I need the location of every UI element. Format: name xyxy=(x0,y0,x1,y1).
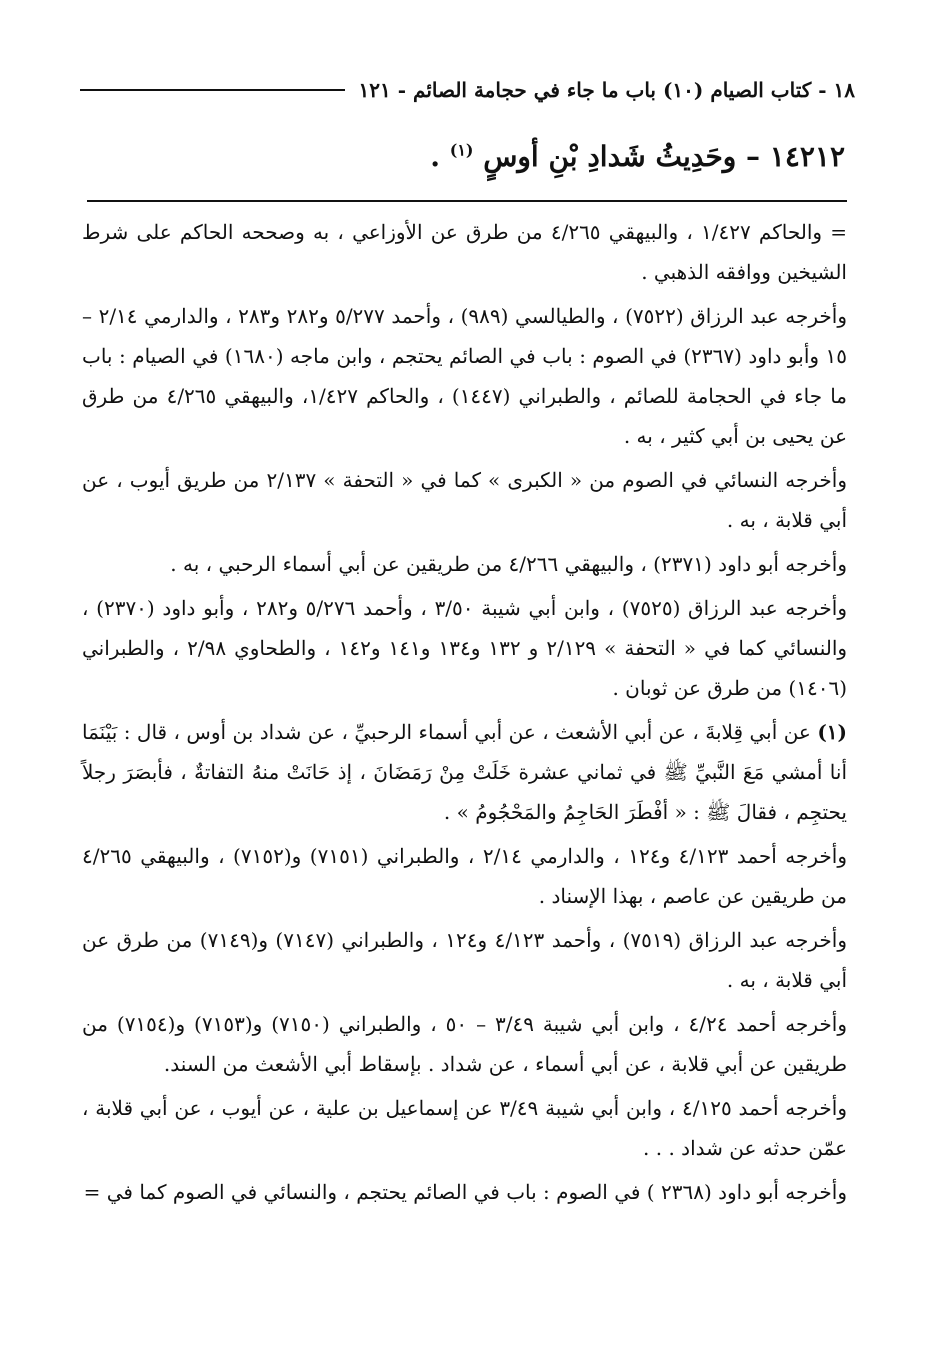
header-separator: - xyxy=(390,78,414,102)
note-paragraph: وأخرجه أبو داود (٢٣٧١) ، والبيهقي ٤/٢٦٦ من طريقين عن أبي أسماء الرحبي ، به . xyxy=(170,552,847,576)
note-paragraph: وأخرجه عبد الرزاق (٧٥٢٥) ، وابن أبي شيبة ٣/٥٠ ، وأحمد ٥/٢٧٦ و٢٨٢ ، وأبو داود (٢٣٧٠) ، والنسائي كما في « التحفة » ٢/١٢٩ و ١٣٢ و١٣٤ و١٤١ و١٤٢ ، والطحاوي ٢/٩٨ ، والطبراني (١٤٠٦) من طرق عن ثوبان . xyxy=(82,596,848,700)
note-paragraph: وأخرجه أحمد ٤/١٢٥ ، وابن أبي شيبة ٣/٤٩ عن إسماعيل بن علية ، عن أيوب ، عن أبي قلابة ، عمّن حدثه عن شداد . . . xyxy=(82,1096,847,1160)
note-paragraph: وأخرجه عبد الرزاق (٧٥٢٢) ، والطيالسي (٩٨٩) ، وأحمد ٥/٢٧٧ و٢٨٢ و٢٨٣ ، والدارمي ٢/١٤ – ١٥ وأبو داود (٢٣٦٧) في الصوم : باب في الصائم يحتجم ، وابن ماجه (١٦٨٠) في الصيام : باب ما جاء في الحجامة للصائم ، والطبراني (١٤٤٧) ، والحاكم ١/٤٢٧، والبيهقي ٤/٢٦٥ من طرق عن يحيى بن أبي كثير ، به . xyxy=(82,304,848,448)
note-paragraph: وأخرجه أحمد ٤/١٢٣ و١٢٤ ، والدارمي ٢/١٤ ، والطبراني (٧١٥١) و(٧١٥٢) ، والبيهقي ٤/٢٦٥ من طريقين عن عاصم ، بهذا الإسناد . xyxy=(82,844,847,908)
footnote-1 xyxy=(82,712,847,832)
note-paragraph: وأخرجه أبو داود (٢٣٦٨ ) في الصوم : باب في الصائم يحتجم ، والنسائي في الصوم كما في = xyxy=(83,1180,847,1204)
hadith-end: . xyxy=(430,140,440,173)
page-number: ١٢١ xyxy=(358,78,391,102)
header-title: ١٨ - كتاب الصيام (١٠) باب ما جاء في حجامة الصائم xyxy=(413,78,855,102)
note-paragraph: وأخرجه عبد الرزاق (٧٥١٩) ، وأحمد ٤/١٢٣ و١٢٤ ، والطبراني (٧١٤٧) و(٧١٤٩) من طرق عن أبي قلابة ، به . xyxy=(82,928,847,992)
hadith-text: ١٤٢١٢ – وحَدِيثُ شَدادِ بْنِ أوسٍ xyxy=(483,140,845,173)
hadith-entry xyxy=(430,140,845,173)
footnote-reference: (١) xyxy=(449,140,474,160)
footnotes-block xyxy=(82,212,847,1216)
footnote-mark: (١) xyxy=(817,720,848,744)
note-paragraph: وأخرجه أحمد ٤/٢٤ ، وابن أبي شيبة ٣/٤٩ – ٥٠ ، والطبراني (٧١٥٠) و(٧١٥٣) و(٧١٥٤) من طريقين عن أبي قلابة ، عن أبي أسماء ، عن شداد . بإسقاط أبي الأشعث من السند. xyxy=(82,1012,847,1076)
note-paragraph: وأخرجه النسائي في الصوم من « الكبرى » كما في « التحفة » ٢/١٣٧ من طريق أيوب ، عن أبي قلابة ، به . xyxy=(82,468,847,532)
running-header xyxy=(80,72,855,108)
footnote-separator xyxy=(87,200,847,202)
footnote-text: عن أبي قِلابةَ ، عن أبي الأشعث ، عن أبي أسماء الرحبيِّ ، عن شداد بن أوس ، قال : بَيْنَمَا أنا أمشي مَعَ النَّبيِّ ﷺ في ثماني عشرة خَلَتْ مِنْ رَمَضَانَ ، إذ حَانَتْ منهُ التفاتةٌ ، فأبصَرَ رجلاً يحتجِم ، فقالَ ﷺ : « أفْطَرَ الحَاجِمُ والمَحْجُومُ » . xyxy=(82,720,847,824)
note-paragraph: = والحاكم ١/٤٢٧ ، والبيهقي ٤/٢٦٥ من طرق عن الأوزاعي ، به وصححه الحاكم على شرط الشيخين ووافقه الذهبي . xyxy=(82,220,847,284)
header-rule xyxy=(80,89,345,91)
